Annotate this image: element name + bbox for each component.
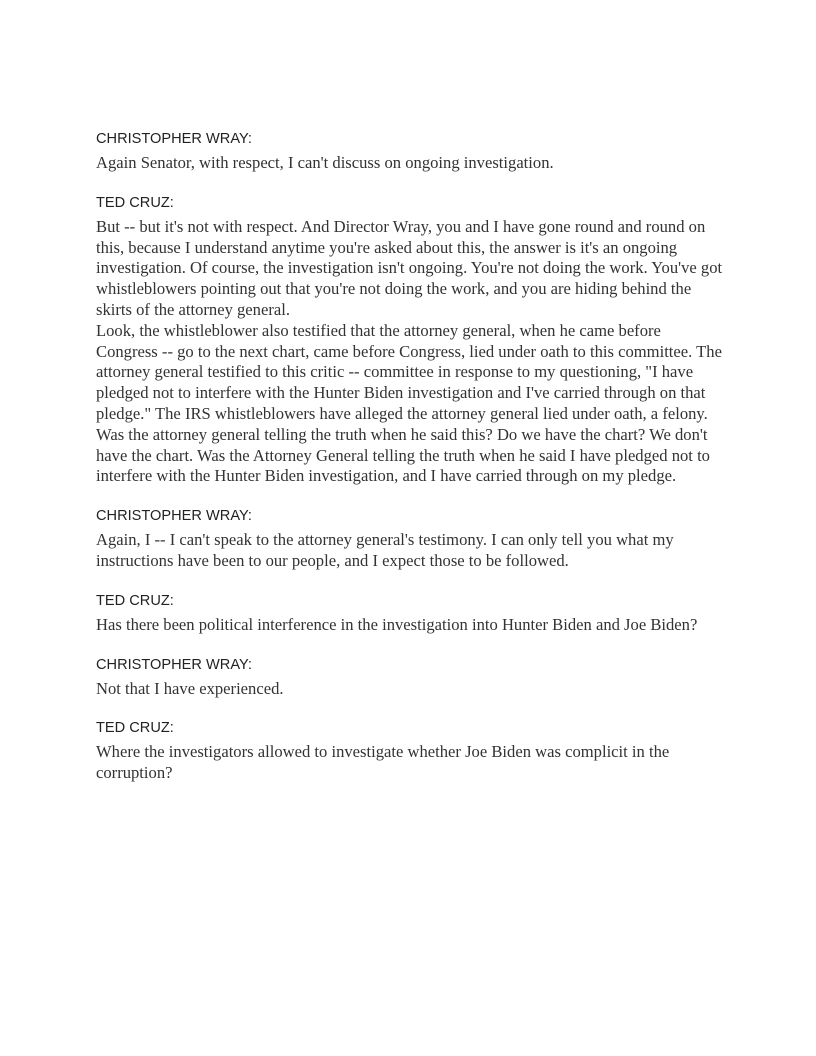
speaker-label: TED CRUZ: <box>96 720 174 737</box>
transcript-entry <box>96 194 724 487</box>
document-page <box>96 130 724 804</box>
transcript-entry <box>96 656 724 700</box>
speaker-label: CHRISTOPHER WRAY: <box>96 131 252 147</box>
speech-paragraph: Again Senator, with respect, I can't discuss on ongoing investigation. <box>96 153 554 172</box>
speech-paragraph: Again, I -- I can't speak to the attorney general's testimony. I can only tell you what my instructions have been to our people, and I expect those to be followed. <box>96 530 674 570</box>
transcript-entry <box>96 130 724 174</box>
transcript-entry <box>96 592 724 636</box>
speech-paragraph: Was the attorney general telling the truth when he said this? Do we have the chart? We don't have the chart. Was the Attorney General telling the truth when he said I have pledged not to interfere with the Hunter Biden investigation, and I have carried through on my pledge. <box>96 424 710 486</box>
speech-paragraph: But -- but it's not with respect. And Director Wray, you and I have gone round and round on this, because I understand anytime you're asked about this, the answer is it's an ongoing investigation. Of course, the investigation isn't ongoing. You're not doing the work. You've got whistleblowers pointing out that you're not doing the work, and you are hiding behind the skirts of the attorney general. <box>96 216 723 319</box>
speaker-label: TED CRUZ: <box>96 592 174 609</box>
transcript-entry <box>96 719 724 784</box>
speech-paragraph: Where the investigators allowed to investigate whether Joe Biden was complicit in the corruption? <box>96 742 670 783</box>
speech-paragraph: Look, the whistleblower also testified that the attorney general, when he came before Congress -- go to the next chart, came before Congress, lied under oath to this committee. The attorney general testified to this critic -- committee in response to my questioning, "I have pledged not to interfere with the Hunter Biden investigation and I've carried through on that pledge." The IRS whistleblowers have alleged the attorney general lied under oath, a felony. <box>96 320 722 423</box>
speech-paragraph: Not that I have experienced. <box>96 678 284 698</box>
speech-paragraph: Has there been political interference in the investigation into Hunter Biden and Joe Biden? <box>96 614 698 634</box>
transcript-entry <box>96 507 724 572</box>
speaker-label: TED CRUZ: <box>96 194 174 211</box>
speaker-label: CHRISTOPHER WRAY: <box>96 656 252 673</box>
speaker-label: CHRISTOPHER WRAY: <box>96 508 252 525</box>
